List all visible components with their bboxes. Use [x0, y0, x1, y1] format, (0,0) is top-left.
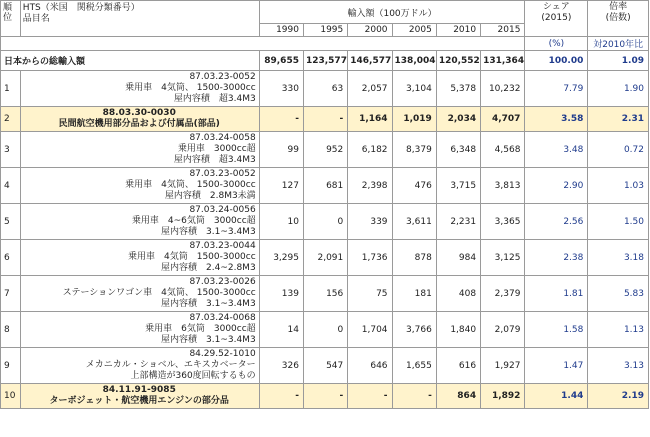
item-name-line: 屋内容積 3.1~3.4M3 — [161, 335, 256, 345]
total-row — [1, 51, 649, 71]
hts-header — [20, 1, 259, 37]
item-description — [20, 240, 259, 276]
value-cell: 2,091 — [303, 240, 347, 276]
hts-code: 87.03.24-0068 — [189, 313, 256, 323]
share-cell: 2.38 — [525, 240, 588, 276]
value-cell: 2,079 — [481, 312, 525, 348]
value-cell: 181 — [392, 276, 436, 312]
multiplier-cell: 2.19 — [588, 384, 649, 409]
table-row — [1, 384, 649, 409]
value-cell: 2,034 — [436, 107, 480, 132]
total-label: 日本からの総輸入額 — [1, 51, 260, 71]
value-cell: 0 — [303, 204, 347, 240]
rank-cell: 4 — [1, 168, 21, 204]
value-cell: 1,704 — [348, 312, 392, 348]
item-name-line: 屋内容積 2.8M3未満 — [164, 191, 256, 201]
table-row — [1, 71, 649, 107]
value-cell: 0 — [303, 312, 347, 348]
share-header — [525, 1, 588, 37]
item-description — [20, 107, 259, 132]
hts-code: 84.11.91-9085 — [102, 385, 176, 395]
unit-spacer — [1, 37, 525, 51]
rank-header: 順位 — [1, 1, 21, 37]
table-row — [1, 168, 649, 204]
value-cell: - — [348, 384, 392, 409]
item-name-line: 上部構造が360度回転するもの — [130, 371, 256, 381]
rank-cell: 5 — [1, 204, 21, 240]
item-name-line: ステーションワゴン車 4気筒、 1500-3000cc — [62, 288, 256, 298]
rank-cell: 8 — [1, 312, 21, 348]
item-name-line: 屋内容積 超3.4M3 — [173, 94, 256, 104]
value-cell: 99 — [259, 132, 303, 168]
value-cell: 3,125 — [481, 240, 525, 276]
value-cell: 3,611 — [392, 204, 436, 240]
value-cell: 63 — [303, 71, 347, 107]
total-share: 100.00 — [525, 51, 588, 71]
share-cell: 1.44 — [525, 384, 588, 409]
value-cell: 547 — [303, 348, 347, 384]
multiplier-cell: 3.18 — [588, 240, 649, 276]
item-name-line: 乗用車 4気筒 1500-3000cc — [128, 252, 256, 262]
value-cell: 8,379 — [392, 132, 436, 168]
table-row — [1, 240, 649, 276]
hts-code: 87.03.23-0052 — [189, 72, 256, 82]
total-value: 146,577 — [348, 51, 392, 71]
value-cell: 1,840 — [436, 312, 480, 348]
hts-label: HTS（米国 関税分類番号） — [22, 3, 140, 13]
share-cell: 3.58 — [525, 107, 588, 132]
value-cell: 616 — [436, 348, 480, 384]
value-cell: 3,766 — [392, 312, 436, 348]
share-cell: 2.90 — [525, 168, 588, 204]
item-name-line: 屋内容積 3.1~3.4M3 — [161, 227, 256, 237]
value-cell: 6,182 — [348, 132, 392, 168]
item-name-line: 乗用車 4気筒、 1500-3000cc — [125, 83, 256, 93]
item-description — [20, 276, 259, 312]
import-amount-header: 輸入額（100万ドル） — [259, 1, 525, 24]
value-cell: 2,057 — [348, 71, 392, 107]
total-value: 89,655 — [259, 51, 303, 71]
item-name-line: 屋内容積 2.4~2.8M3 — [161, 263, 256, 273]
hts-code: 88.03.30-0030 — [102, 108, 176, 118]
value-cell: 4,568 — [481, 132, 525, 168]
item-name-line: 乗用車 4気筒、 1500-3000cc — [125, 180, 256, 190]
share-cell: 1.58 — [525, 312, 588, 348]
item-name-line: 民間航空機用部分品および付属品(部品) — [58, 119, 220, 129]
table-row — [1, 348, 649, 384]
value-cell: 127 — [259, 168, 303, 204]
multiplier-cell: 1.03 — [588, 168, 649, 204]
multiplier-cell: 1.90 — [588, 71, 649, 107]
value-cell: 1,892 — [481, 384, 525, 409]
rank-cell: 1 — [1, 71, 21, 107]
value-cell: 4,707 — [481, 107, 525, 132]
value-cell: - — [259, 384, 303, 409]
year-header: 2005 — [392, 24, 436, 37]
value-cell: 6,348 — [436, 132, 480, 168]
multiplier-label: 倍率 — [609, 2, 628, 12]
multiplier-cell: 3.13 — [588, 348, 649, 384]
value-cell: - — [303, 384, 347, 409]
share-cell: 1.47 — [525, 348, 588, 384]
share-cell: 2.56 — [525, 204, 588, 240]
value-cell: - — [392, 384, 436, 409]
multiplier-sub: (倍数) — [605, 13, 631, 23]
hts-code: 87.03.23-0052 — [189, 169, 256, 179]
total-value: 123,577 — [303, 51, 347, 71]
item-description — [20, 71, 259, 107]
item-name-line: 乗用車 6気筒 3000cc超 — [145, 324, 256, 334]
multiplier-cell: 5.83 — [588, 276, 649, 312]
value-cell: 3,295 — [259, 240, 303, 276]
total-multiplier: 1.09 — [588, 51, 649, 71]
rank-cell: 3 — [1, 132, 21, 168]
hts-code: 87.03.24-0056 — [189, 205, 256, 215]
item-description — [20, 384, 259, 409]
value-cell: 3,715 — [436, 168, 480, 204]
year-header: 1990 — [259, 24, 303, 37]
value-cell: 3,365 — [481, 204, 525, 240]
value-cell: 10,232 — [481, 71, 525, 107]
item-name-line: メカニカル・ショベル、エキスカベーター — [85, 360, 256, 370]
year-header: 2010 — [436, 24, 480, 37]
value-cell: 984 — [436, 240, 480, 276]
rank-cell: 9 — [1, 348, 21, 384]
value-cell: 10 — [259, 204, 303, 240]
item-description — [20, 168, 259, 204]
share-unit: (%) — [525, 37, 588, 51]
table-row — [1, 276, 649, 312]
multiplier-cell: 1.50 — [588, 204, 649, 240]
year-header: 2015 — [481, 24, 525, 37]
year-header: 2000 — [348, 24, 392, 37]
value-cell: 952 — [303, 132, 347, 168]
table-row — [1, 132, 649, 168]
item-name-line: 屋内容積 3.1~3.4M3 — [161, 299, 256, 309]
item-name-line: 屋内容積 超3.4M3 — [173, 155, 256, 165]
value-cell: 330 — [259, 71, 303, 107]
item-description — [20, 132, 259, 168]
value-cell: 646 — [348, 348, 392, 384]
value-cell: 408 — [436, 276, 480, 312]
value-cell: - — [259, 107, 303, 132]
value-cell: 681 — [303, 168, 347, 204]
rank-cell: 10 — [1, 384, 21, 409]
table-row — [1, 204, 649, 240]
rank-cell: 2 — [1, 107, 21, 132]
value-cell: 1,164 — [348, 107, 392, 132]
hts-code: 84.29.52-1010 — [189, 349, 256, 359]
share-year: (2015) — [541, 13, 572, 23]
value-cell: 3,104 — [392, 71, 436, 107]
item-name-line: 乗用車 3000cc超 — [177, 144, 256, 154]
value-cell: 864 — [436, 384, 480, 409]
value-cell: 476 — [392, 168, 436, 204]
hts-code: 87.03.23-0026 — [189, 277, 256, 287]
share-cell: 7.79 — [525, 71, 588, 107]
total-value: 131,364 — [481, 51, 525, 71]
share-cell: 1.81 — [525, 276, 588, 312]
item-description — [20, 312, 259, 348]
item-description — [20, 348, 259, 384]
value-cell: 1,736 — [348, 240, 392, 276]
multiplier-unit: 対2010年比 — [588, 37, 649, 51]
multiplier-cell: 0.72 — [588, 132, 649, 168]
value-cell: 326 — [259, 348, 303, 384]
value-cell: 1,927 — [481, 348, 525, 384]
table-row — [1, 312, 649, 348]
total-value: 120,552 — [436, 51, 480, 71]
value-cell: 2,398 — [348, 168, 392, 204]
table-row — [1, 107, 649, 132]
share-cell: 3.48 — [525, 132, 588, 168]
multiplier-header — [588, 1, 649, 37]
hts-code: 87.03.24-0058 — [189, 133, 256, 143]
rank-cell: 6 — [1, 240, 21, 276]
item-name-line: 乗用車 4~6気筒 3000cc超 — [131, 216, 256, 226]
value-cell: 139 — [259, 276, 303, 312]
hts-code: 87.03.23-0044 — [189, 241, 256, 251]
rank-cell: 7 — [1, 276, 21, 312]
value-cell: 1,019 — [392, 107, 436, 132]
value-cell: 339 — [348, 204, 392, 240]
share-label: シェア — [542, 2, 570, 12]
value-cell: 5,378 — [436, 71, 480, 107]
value-cell: 14 — [259, 312, 303, 348]
value-cell: 156 — [303, 276, 347, 312]
multiplier-cell: 2.31 — [588, 107, 649, 132]
value-cell: 75 — [348, 276, 392, 312]
value-cell: - — [303, 107, 347, 132]
total-value: 138,004 — [392, 51, 436, 71]
name-label: 品目名 — [22, 14, 50, 24]
year-header: 1995 — [303, 24, 347, 37]
value-cell: 3,813 — [481, 168, 525, 204]
value-cell: 2,379 — [481, 276, 525, 312]
value-cell: 878 — [392, 240, 436, 276]
multiplier-cell: 1.13 — [588, 312, 649, 348]
value-cell: 2,231 — [436, 204, 480, 240]
unit-row — [1, 37, 649, 51]
item-name-line: ターボジェット・航空機用エンジンの部分品 — [49, 396, 229, 406]
item-description — [20, 204, 259, 240]
value-cell: 1,655 — [392, 348, 436, 384]
